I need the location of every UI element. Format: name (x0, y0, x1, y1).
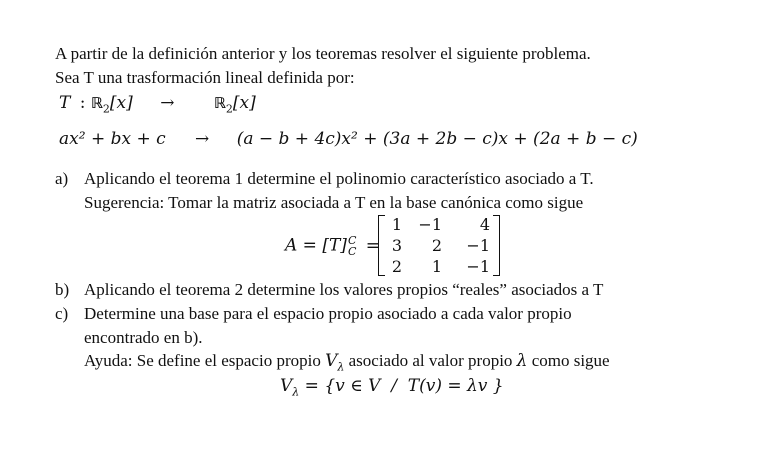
t-symbol: T (59, 93, 71, 113)
item-c-text-continued: encontrado en b). (84, 328, 203, 347)
help-prefix: Ayuda: Se define el espacio propio (84, 351, 321, 370)
domain-symbol: ℝ (90, 94, 103, 112)
codomain-subscript: 2 (225, 102, 233, 116)
item-b-text: Aplicando el teorema 2 determine los valores propios “reales” asociados a T (84, 280, 604, 299)
eigenspace-set: = {v ∈ V / T(v) = λv } (299, 376, 504, 396)
help-v-symbol: V (325, 351, 338, 371)
rule-input: ax² + bx + c (59, 129, 166, 149)
item-a-text: Aplicando el teorema 1 determine el polinomio característico asociado a T. (84, 169, 594, 188)
intro-text: A partir de la definición anterior y los teoremas resolver el siguiente problema. (55, 44, 591, 63)
colon: : (79, 93, 86, 113)
eigenspace-v: V (280, 376, 293, 396)
matrix-cell: 1 (391, 215, 402, 234)
rule-output: (a − b + 4c)x² + (3a + 2b − c)x + (2a + b − c) (236, 129, 638, 149)
matrix-lhs (285, 235, 380, 257)
help-suffix: como sigue (531, 351, 610, 370)
transformation-signature (59, 93, 256, 116)
matrix-cell: 1 (431, 257, 442, 276)
codomain-symbol: ℝ (213, 94, 226, 112)
definition-text: Sea T una trasformación lineal definida por: (55, 68, 355, 87)
matrix-cell: 2 (431, 236, 442, 255)
domain-subscript: 2 (102, 102, 110, 116)
matrix-cell: −1 (418, 215, 442, 234)
rule-arrow: → (195, 129, 210, 149)
item-b-marker: b) (55, 280, 70, 299)
codomain-variable: [x] (232, 93, 256, 113)
transformation-rule (59, 129, 638, 149)
help-v-subscript: λ (337, 360, 345, 374)
matrix-equals: = (365, 235, 381, 256)
matrix-superscript: C (347, 234, 357, 247)
item-a-hint: Sugerencia: Tomar la matriz asociada a T en la base canónica como sigue (84, 193, 584, 212)
matrix-a (378, 215, 500, 276)
domain-variable: [x] (109, 93, 133, 113)
item-c-help (84, 351, 610, 374)
map-arrow: → (160, 93, 175, 113)
help-middle: asociado al valor propio (348, 351, 513, 370)
matrix-cell: −1 (466, 257, 490, 276)
right-bracket (493, 215, 500, 276)
item-c-marker: c) (55, 304, 69, 323)
matrix-lhs-text: A = [T] (285, 235, 347, 256)
matrix-subscript: C (347, 245, 357, 258)
eigenspace-definition (280, 376, 504, 399)
item-c-text: Determine una base para el espacio propio asociado a cada valor propio (84, 304, 572, 323)
matrix-cell: 2 (391, 257, 402, 276)
item-a-marker: a) (55, 169, 69, 188)
help-lambda: λ (516, 351, 528, 371)
eigenspace-subscript: λ (292, 385, 300, 399)
matrix-cell: 4 (479, 215, 490, 234)
matrix-cell: 3 (391, 236, 402, 255)
matrix-cell: −1 (466, 236, 490, 255)
